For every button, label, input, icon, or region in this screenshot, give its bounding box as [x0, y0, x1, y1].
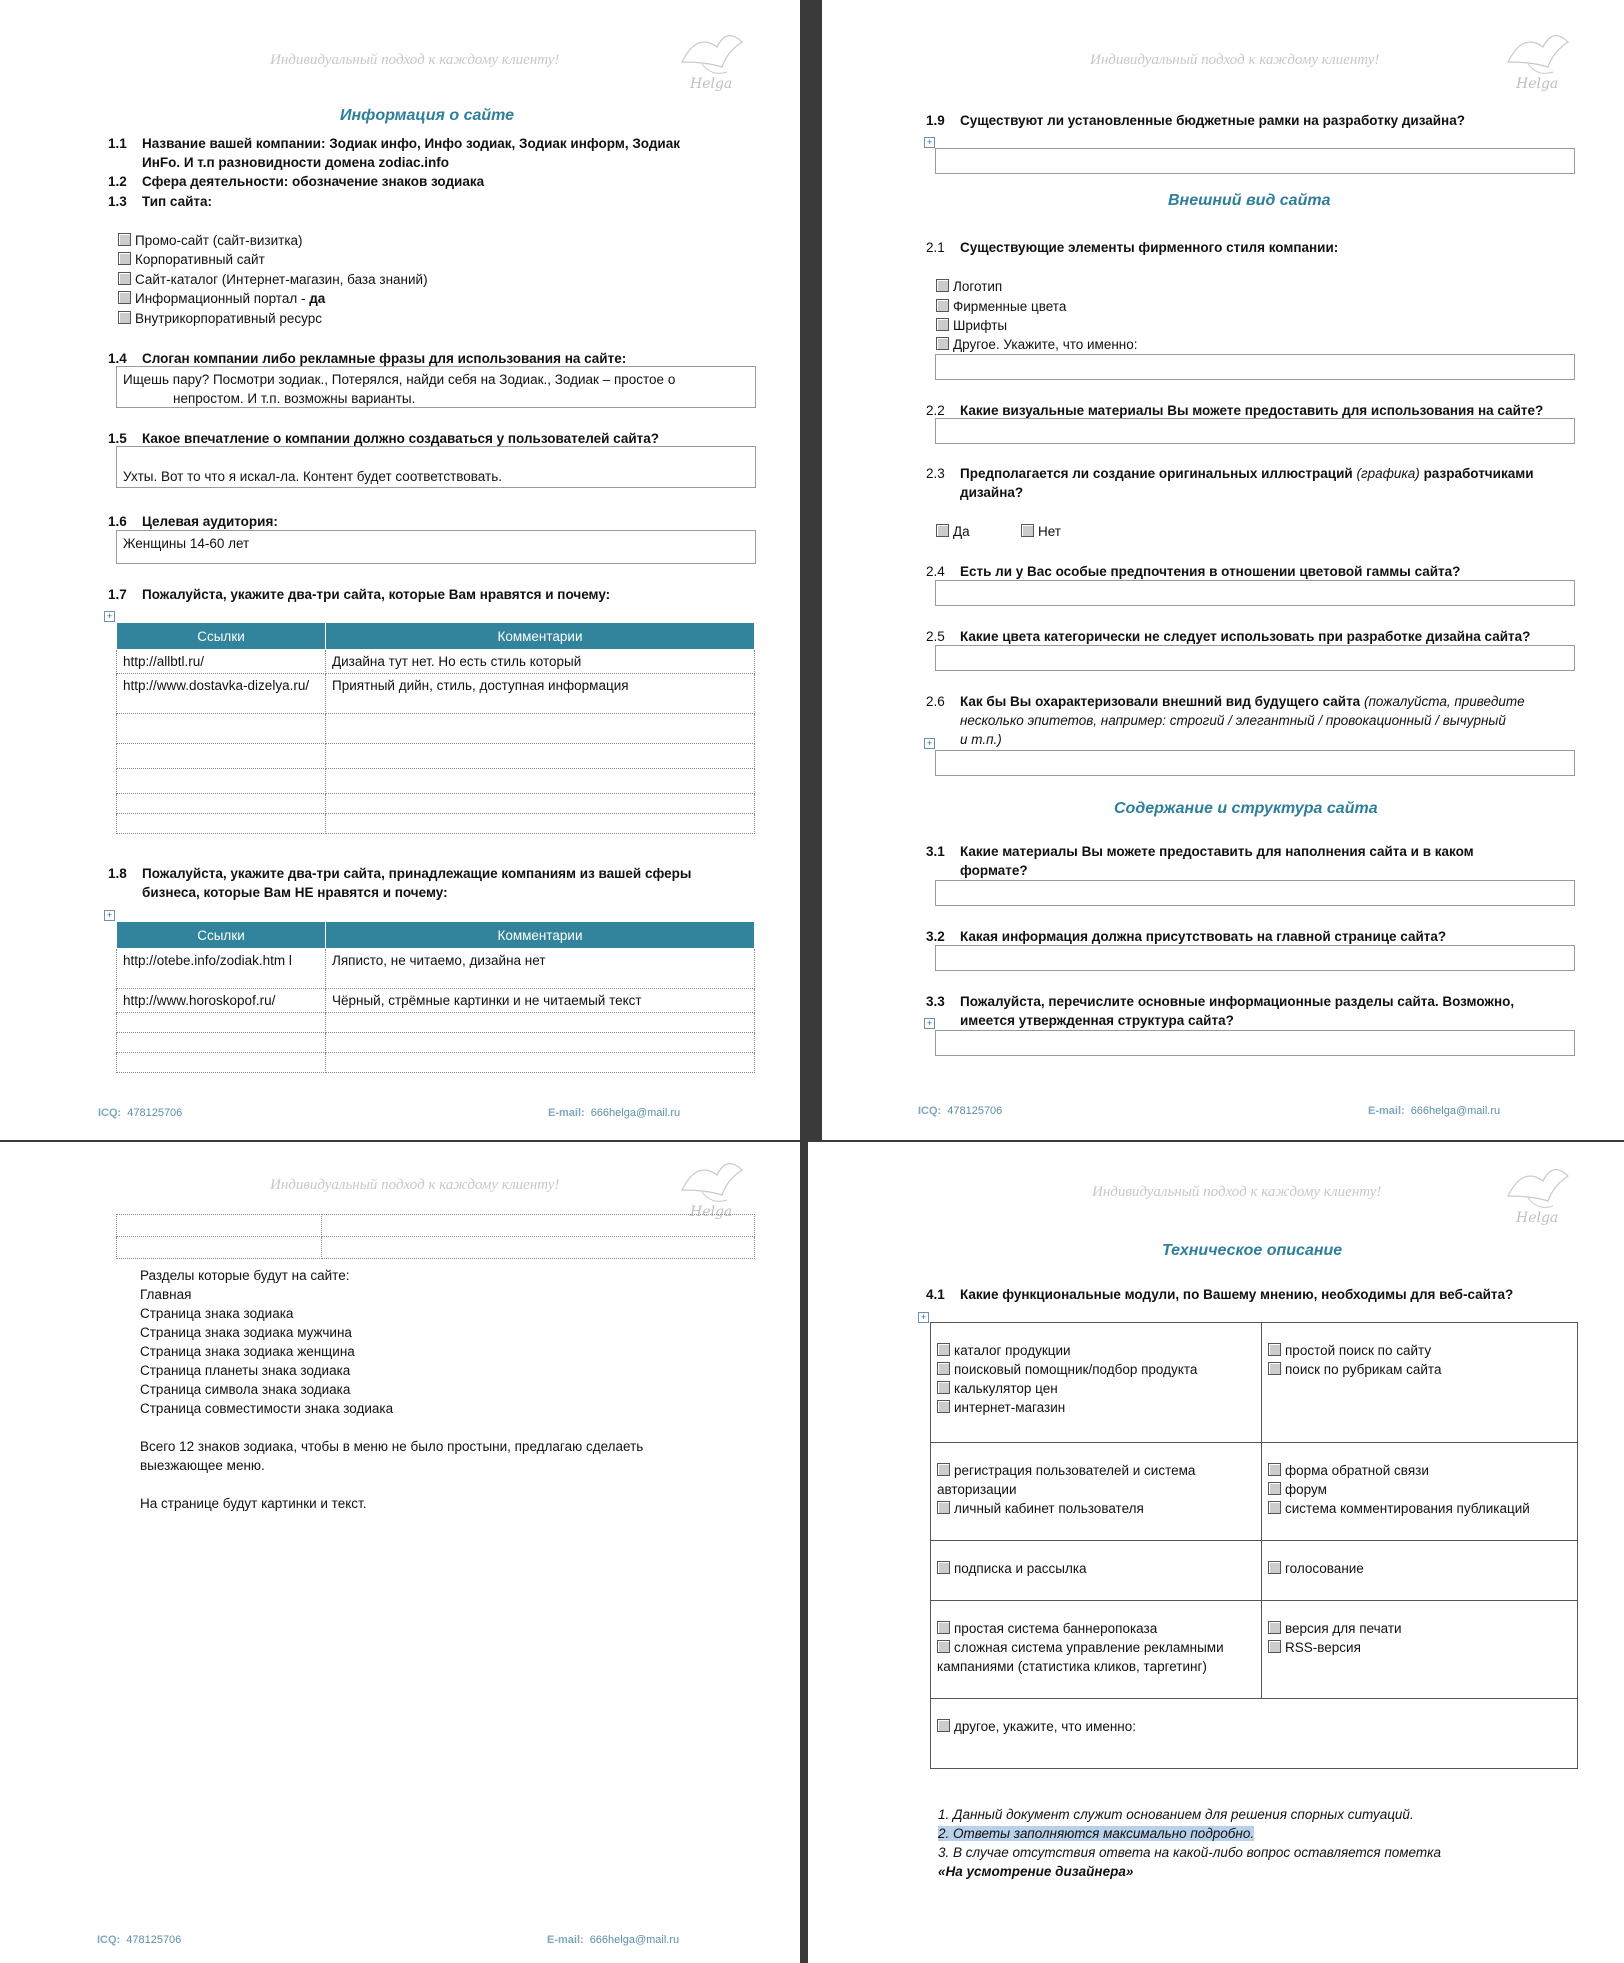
table-move-handle[interactable]: +	[924, 738, 935, 749]
table-move-handle[interactable]: +	[104, 910, 115, 921]
list-item: Страница знака зодиака женщина	[140, 1344, 355, 1359]
footer-icq: ICQ: 478125706	[97, 1934, 182, 1946]
checkbox-comments[interactable]: система комментирования публикаций	[1268, 1499, 1571, 1518]
question-2-6: 2.6 Как бы Вы охарактеризовали внешний вид будущего сайта (пожалуйста, приведите несколько эпитетов, например: строгий / элегантный / провокационный / вычурный и т.п.)	[926, 694, 1525, 747]
table-row[interactable]	[117, 769, 755, 794]
page-4	[808, 1142, 1624, 1963]
question-2-3: 2.3 Предполагается ли создание оригинальных иллюстраций (графика) разработчиками дизайна?	[926, 466, 1534, 500]
table-row[interactable]: http://www.horoskopof.ru/ Чёрный, стрёмные картинки и не читаемый текст	[117, 989, 755, 1013]
slogan-field[interactable]: Ищешь пару? Посмотри зодиак., Потерялся, найди себя на Зодиак., Зодиак – простое о непростом. И т.п. возможны варианты.	[116, 366, 756, 408]
checkbox-simple-search[interactable]: простой поиск по сайту	[1268, 1341, 1571, 1360]
header-tagline: Индивидуальный подход к каждому клиенту!	[270, 1177, 560, 1193]
list-item: Страница знака зодиака мужчина	[140, 1325, 352, 1340]
checkbox-corporate-site[interactable]: Корпоративный сайт	[118, 250, 265, 269]
col-comments: Комментарии	[326, 922, 755, 949]
checkbox-catalog-site[interactable]: Сайт-каталог (Интернет-магазин, база знаний)	[118, 270, 428, 289]
checkbox-fonts[interactable]: Шрифты	[936, 316, 1007, 335]
footer-icq: ICQ: 478125706	[98, 1107, 183, 1119]
note-last: «На усмотрение дизайнера»	[938, 1864, 1134, 1879]
note-3: 3. В случае отсутствия ответа на какой-либо вопрос оставляется пометка	[938, 1845, 1442, 1860]
liked-sites-table	[116, 622, 755, 834]
visual-materials-field[interactable]	[935, 418, 1575, 444]
sections-list: Разделы которые будут на сайте: Главная Страница знака зодиака Страница знака зодиака мужчина Страница знака зодиака женщина Страница планеты знака зодиака Страница символа знака зодиака Страница совместимости знака зодиака Всего 12 знаков зодиака, чтобы в меню не было простыни, предлагаю сделаеть выезжающее меню. На странице будут картинки и текст.	[140, 1268, 644, 1511]
disliked-sites-table-continued	[116, 1214, 755, 1259]
checkbox-no[interactable]: Нет	[1021, 522, 1061, 541]
question-3-1: 3.1 Какие материалы Вы можете предоставить для наполнения сайта и в каком формате?	[926, 844, 1474, 878]
checkbox-registration[interactable]: регистрация пользователей и система	[937, 1461, 1255, 1480]
svg-text:Helga: Helga	[1516, 76, 1559, 92]
footer-icq: ICQ: 478125706	[918, 1105, 1003, 1117]
checkbox-subscription[interactable]: подписка и рассылка	[937, 1559, 1255, 1578]
helga-logo	[672, 22, 752, 92]
question-3-2: 3.2 Какая информация должна присутствовать на главной странице сайта?	[926, 929, 1447, 944]
checkbox-catalog[interactable]: каталог продукции	[937, 1341, 1255, 1360]
budget-field[interactable]	[935, 148, 1575, 174]
question-2-2: 2.2 Какие визуальные материалы Вы можете предоставить для использования на сайте?	[926, 403, 1544, 418]
structure-field[interactable]	[935, 1030, 1575, 1056]
table-move-handle[interactable]: +	[104, 611, 115, 622]
list-item: Страница планеты знака зодиака	[140, 1363, 351, 1378]
helga-logo	[1498, 1156, 1578, 1226]
table-row[interactable]	[117, 1215, 755, 1237]
disliked-sites-table	[116, 921, 755, 1073]
helga-logo	[672, 1150, 752, 1220]
list-item: Страница знака зодиака	[140, 1306, 294, 1321]
question-1-2: 1.2 Сфера деятельности: обозначение знаков зодиака	[108, 174, 485, 189]
col-comments: Комментарии	[326, 623, 755, 650]
note-2: 2. Ответы заполняются максимально подробно.	[938, 1826, 1255, 1841]
svg-text:Helga: Helga	[690, 76, 733, 92]
list-item: Страница совместимости знака зодиака	[140, 1401, 394, 1416]
header-tagline: Индивидуальный подход к каждому клиенту!	[1090, 52, 1380, 68]
checkbox-info-portal[interactable]: Информационный портал - да	[118, 289, 325, 308]
list-item: Главная	[140, 1287, 192, 1302]
helga-logo	[1498, 22, 1578, 92]
question-1-1: 1.1 Название вашей компании: Зодиак инфо, Инфо зодиак, Зодиак информ, Зодиак ИнFо. И т.п разновидности домена zodiac.info	[108, 136, 680, 170]
footer-email: E-mail: 666helga@mail.ru	[1368, 1105, 1501, 1117]
section-title-technical: Техническое описание	[1162, 1242, 1343, 1259]
checkbox-forum[interactable]: форум	[1268, 1480, 1571, 1499]
homepage-info-field[interactable]	[935, 945, 1575, 971]
question-2-4: 2.4 Есть ли у Вас особые предпочтения в отношении цветовой гаммы сайта?	[926, 564, 1461, 579]
color-preferences-field[interactable]	[935, 580, 1575, 606]
question-1-6: 1.6 Целевая аудитория:	[108, 514, 278, 529]
section-title-content: Содержание и структура сайта	[1114, 800, 1378, 817]
col-links: Ссылки	[117, 922, 326, 949]
checkbox-ad-campaigns[interactable]: сложная система управление рекламными	[937, 1638, 1255, 1657]
header-tagline: Индивидуальный подход к каждому клиенту!	[1092, 1184, 1382, 1200]
checkbox-search-helper[interactable]: поисковый помощник/подбор продукта	[937, 1360, 1255, 1379]
other-style-field[interactable]	[935, 354, 1575, 380]
question-1-3: 1.3 Тип сайта:	[108, 194, 213, 209]
checkbox-yes[interactable]: Да	[936, 522, 970, 541]
footer-email: E-mail: 666helga@mail.ru	[547, 1934, 680, 1946]
page-2	[822, 0, 1624, 1140]
question-1-7: 1.7 Пожалуйста, укажите два-три сайта, которые Вам нравятся и почему:	[108, 587, 611, 602]
notes	[938, 1805, 1441, 1881]
table-row[interactable]	[117, 714, 755, 744]
question-1-8: 1.8 Пожалуйста, укажите два-три сайта, принадлежащие компаниям из вашей сферы бизнеса, которые Вам НЕ нравятся и почему:	[108, 866, 692, 900]
section-title-appearance: Внешний вид сайта	[1168, 192, 1331, 209]
appearance-field[interactable]	[935, 750, 1575, 776]
svg-text:Helga: Helga	[1516, 1210, 1559, 1226]
table-row[interactable]	[117, 744, 755, 769]
question-1-9: 1.9 Существуют ли установленные бюджетные рамки на разработку дизайна?	[926, 113, 1465, 128]
checkbox-promo-site[interactable]: Промо-сайт (сайт-визитка)	[118, 231, 303, 250]
checkbox-online-store[interactable]: интернет-магазин	[937, 1398, 1255, 1417]
checkbox-brand-colors[interactable]: Фирменные цвета	[936, 297, 1066, 316]
checkbox-price-calculator[interactable]: калькулятор цен	[937, 1379, 1255, 1398]
question-3-3: 3.3 Пожалуйста, перечислите основные информационные разделы сайта. Возможно, имеется утвержденная структура сайта?	[926, 994, 1515, 1028]
checkbox-other-module[interactable]: другое, укажите, что именно:	[937, 1717, 1571, 1736]
table-row[interactable]	[117, 1053, 755, 1073]
col-links: Ссылки	[117, 623, 326, 650]
checkbox-feedback-form[interactable]: форма обратной связи	[1268, 1461, 1571, 1480]
table-row[interactable]: http://allbtl.ru/ Дизайна тут нет. Но есть стиль который	[117, 650, 755, 674]
list-item: Страница символа знака зодиака	[140, 1382, 351, 1397]
svg-text:Helga: Helga	[690, 1204, 733, 1220]
checkbox-rss[interactable]: RSS-версия	[1268, 1638, 1571, 1657]
page-3	[0, 1142, 800, 1963]
table-row[interactable]	[117, 814, 755, 834]
checkbox-print-version[interactable]: версия для печати	[1268, 1619, 1571, 1638]
question-1-4: 1.4 Слоган компании либо рекламные фразы для использования на сайте:	[108, 351, 627, 366]
materials-field[interactable]	[935, 880, 1575, 906]
table-row[interactable]	[117, 794, 755, 814]
checkbox-intranet[interactable]: Внутрикорпоративный ресурс	[118, 309, 322, 328]
checkbox-rubric-search[interactable]: поиск по рубрикам сайта	[1268, 1360, 1571, 1379]
table-row[interactable]	[117, 1013, 755, 1033]
question-2-1: 2.1 Существующие элементы фирменного стиля компании:	[926, 240, 1339, 255]
question-1-5: 1.5 Какое впечатление о компании должно создаваться у пользователей сайта?	[108, 431, 660, 446]
checkbox-other-style[interactable]: Другое. Укажите, что именно:	[936, 335, 1138, 354]
question-2-5: 2.5 Какие цвета категорически не следует использовать при разработке дизайна сайта?	[926, 629, 1531, 644]
page-1	[0, 0, 800, 1140]
table-row[interactable]: http://otebe.info/zodiak.htm l Ляписто, не читаемо, дизайна нет	[117, 949, 755, 989]
table-row[interactable]	[117, 1237, 755, 1259]
impression-field[interactable]: Ухты. Вот то что я искал-ла. Контент будет соответствовать.	[116, 446, 756, 488]
checkbox-voting[interactable]: голосование	[1268, 1559, 1571, 1578]
checkbox-logo[interactable]: Логотип	[936, 277, 1002, 296]
table-move-handle[interactable]: +	[924, 1018, 935, 1029]
checkbox-personal-account[interactable]: личный кабинет пользователя	[937, 1499, 1255, 1518]
table-row[interactable]	[117, 1033, 755, 1053]
checkbox-simple-banners[interactable]: простая система баннеропоказа	[937, 1619, 1255, 1638]
table-move-handle[interactable]: +	[924, 137, 935, 148]
note-1: 1. Данный документ служит основанием для решения спорных ситуаций.	[938, 1807, 1414, 1822]
table-row[interactable]: http://www.dostavka-dizelya.ru/ Приятный дийн, стиль, доступная информация	[117, 674, 755, 714]
forbidden-colors-field[interactable]	[935, 645, 1575, 671]
footer-email: E-mail: 666helga@mail.ru	[548, 1107, 681, 1119]
table-move-handle[interactable]: +	[918, 1312, 929, 1323]
audience-field[interactable]: Женщины 14-60 лет	[116, 530, 756, 564]
modules-table: каталог продукции поисковый помощник/подбор продукта калькулятор цен интернет-магазин простой поиск по сайту поиск по рубрикам сайта регистрация пользователей и система авторизации личный кабинет пользователя форма обратной связи форум система комментирования публикаций подписка и рассылка голосование простая система баннеропоказа сложная система управление рекламными кампаниями (статистика кликов, таргетинг) версия для печати RSS-версия другое, укажите, что именно:	[930, 1322, 1578, 1769]
question-4-1: 4.1 Какие функциональные модули, по Вашему мнению, необходимы для веб-сайта?	[926, 1287, 1514, 1302]
section-title-site-info: Информация о сайте	[340, 107, 515, 124]
header-tagline: Индивидуальный подход к каждому клиенту!	[270, 52, 560, 68]
